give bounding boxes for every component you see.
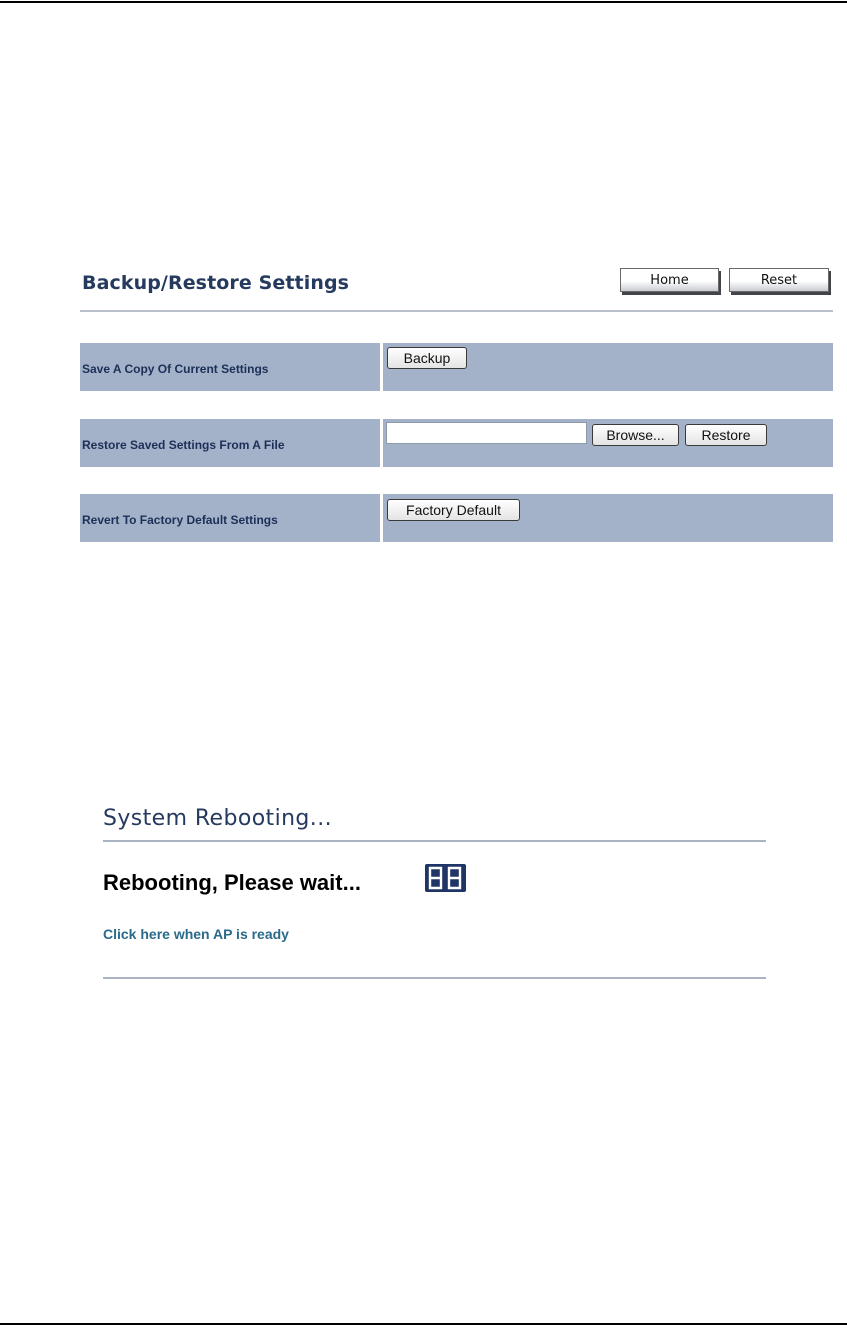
column-divider xyxy=(380,494,383,542)
countdown-digits xyxy=(425,864,466,892)
browse-button[interactable]: Browse... xyxy=(592,424,679,446)
restore-file-input[interactable] xyxy=(386,422,587,444)
column-divider xyxy=(380,343,383,391)
restore-button[interactable]: Restore xyxy=(685,424,767,446)
column-divider xyxy=(380,419,383,467)
page-title: Backup/Restore Settings xyxy=(82,272,350,294)
reboot-title: System Rebooting... xyxy=(103,806,332,831)
home-button[interactable]: Home xyxy=(620,268,719,292)
title-divider xyxy=(80,310,833,312)
backup-button[interactable]: Backup xyxy=(387,347,467,369)
factory-default-button[interactable]: Factory Default xyxy=(387,499,520,521)
backup-label: Save A Copy Of Current Settings xyxy=(82,361,269,376)
reboot-top-divider xyxy=(103,840,766,842)
countdown-display xyxy=(425,864,466,892)
top-rule xyxy=(0,1,847,3)
countdown-value: 88 xyxy=(425,864,427,865)
ap-ready-link[interactable]: Click here when AP is ready xyxy=(103,926,289,942)
factory-default-label: Revert To Factory Default Settings xyxy=(82,512,278,527)
bottom-rule xyxy=(0,1323,847,1325)
reboot-bottom-divider xyxy=(103,977,766,979)
reboot-message: Rebooting, Please wait... xyxy=(103,870,361,895)
reset-button[interactable]: Reset xyxy=(729,268,829,292)
restore-label: Restore Saved Settings From A File xyxy=(82,437,285,452)
